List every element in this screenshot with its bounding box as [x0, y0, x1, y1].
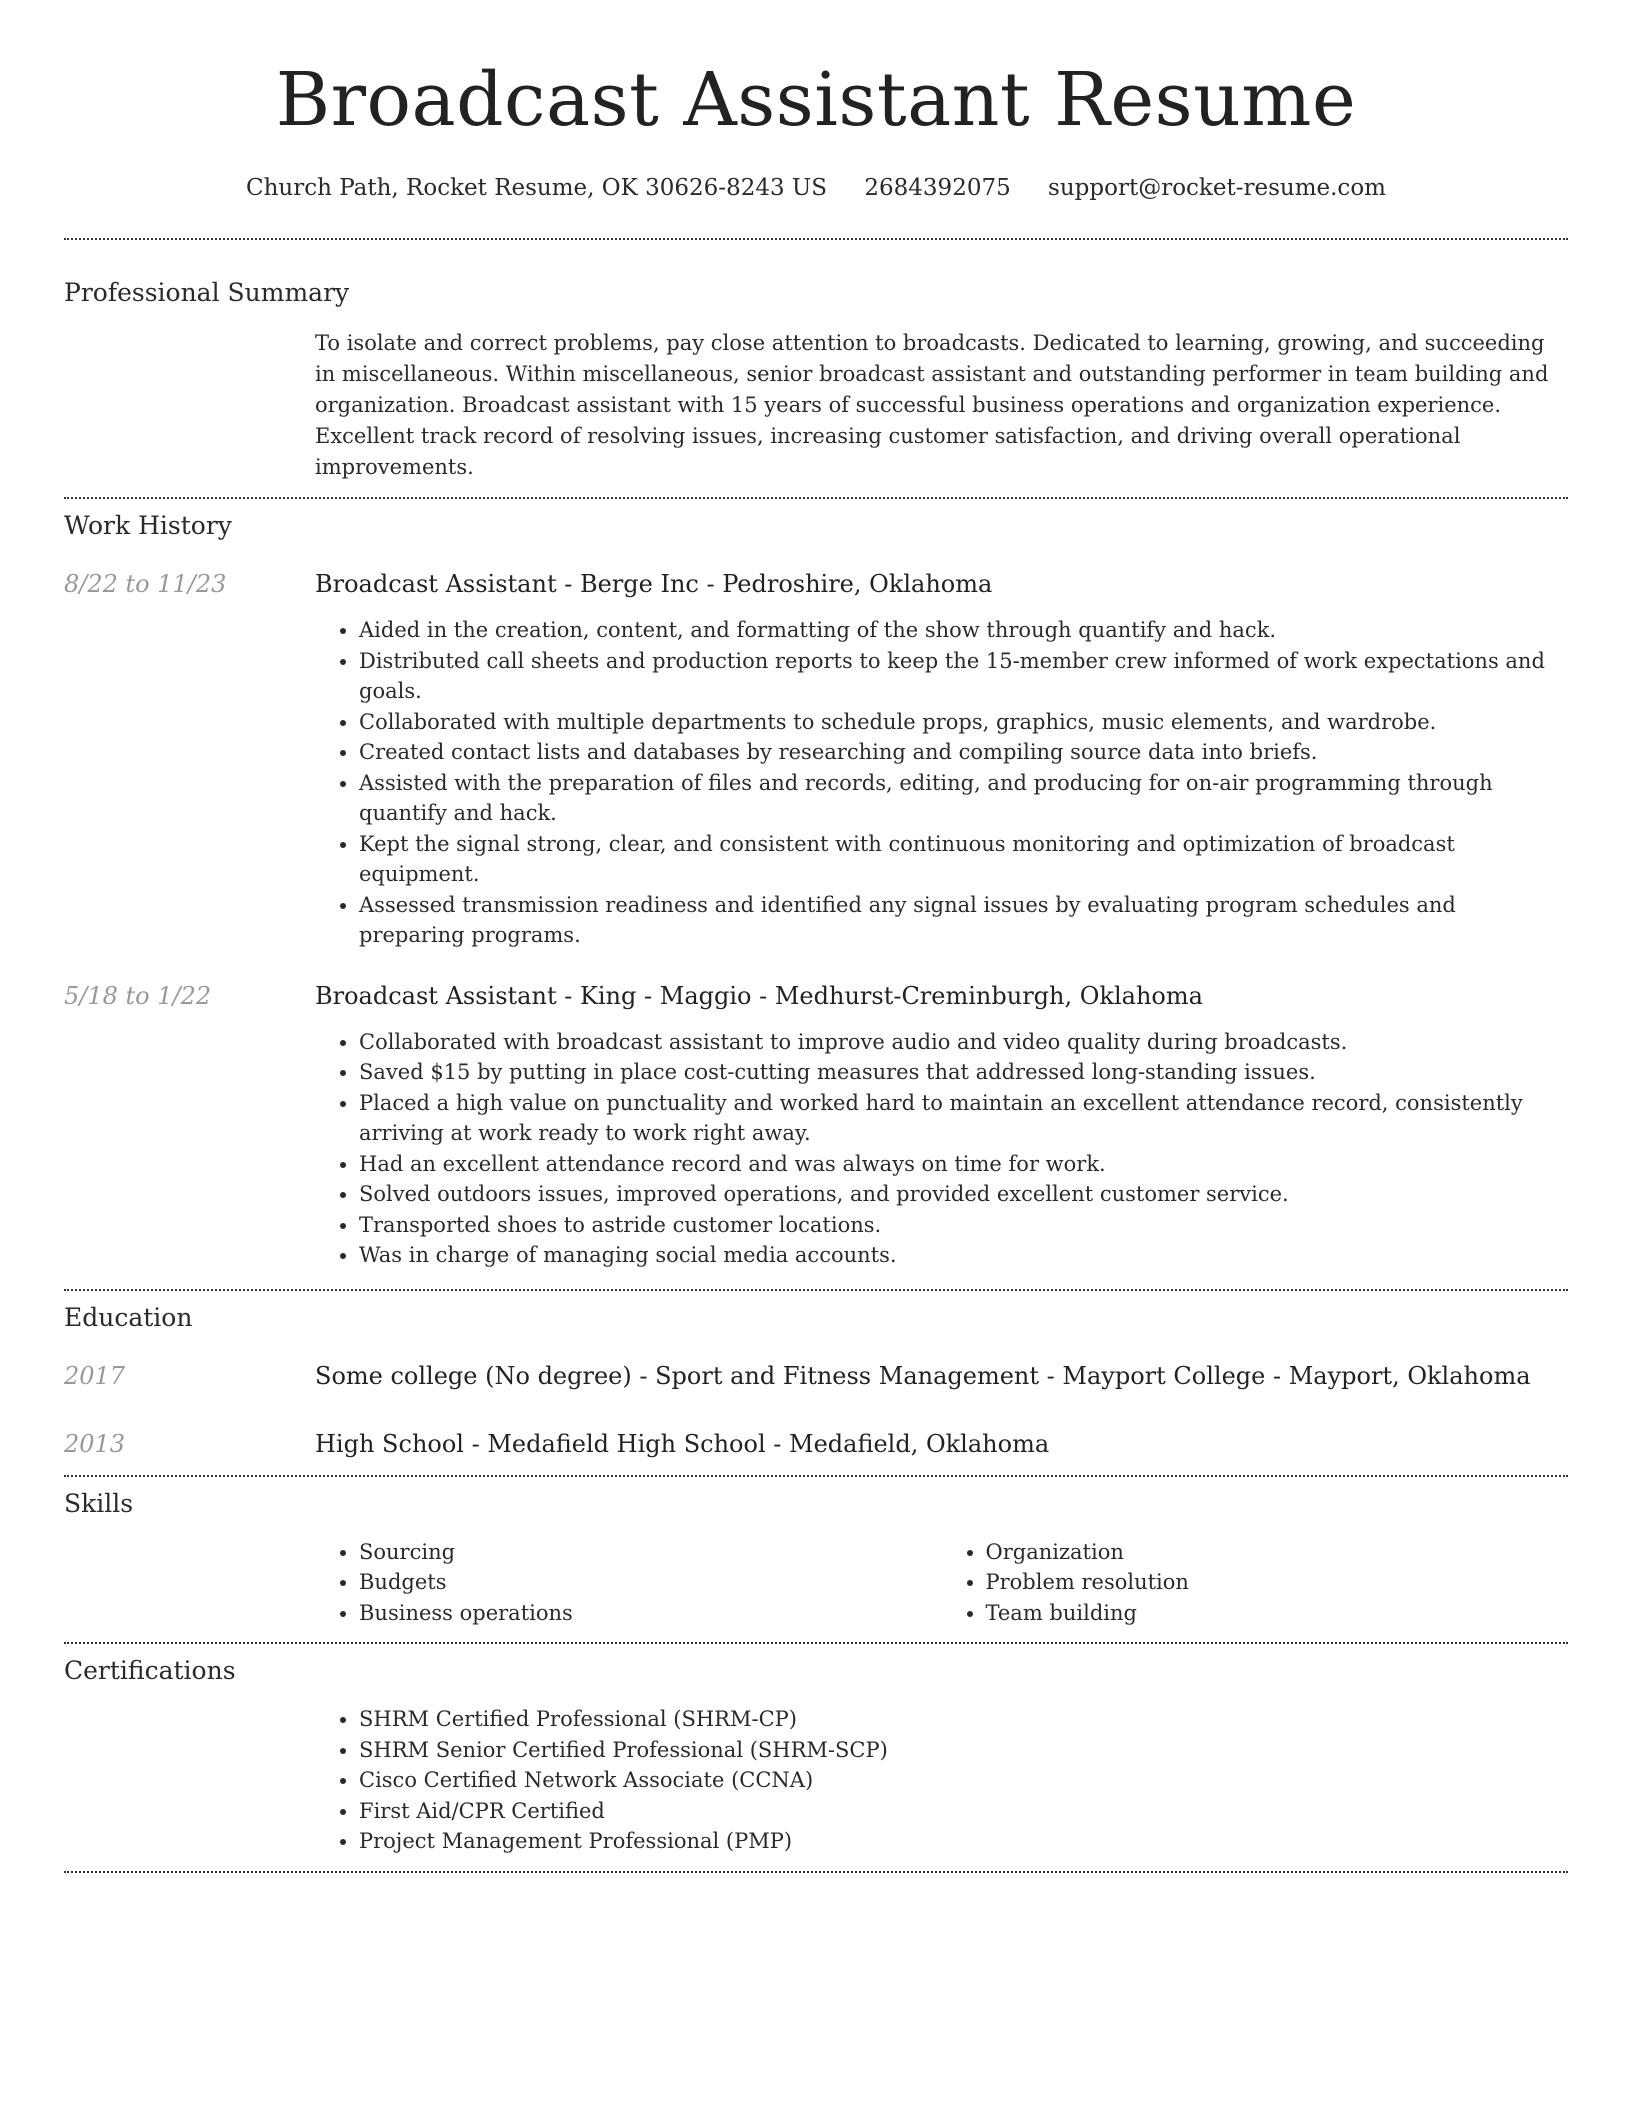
section-title-certifications: Certifications [64, 1656, 236, 1685]
list-item: • Created contact lists and databases by researching and compiling source data into briefs. [359, 737, 1568, 768]
list-item: • Was in charge of managing social media accounts. [359, 1240, 1568, 1271]
section-title-work-history: Work History [64, 511, 232, 540]
list-item: • Assisted with the preparation of files and records, editing, and producing for on-air programming through quantify and hack. [359, 768, 1568, 829]
list-item: • SHRM Senior Certified Professional (SHRM-SCP) [359, 1735, 1568, 1766]
list-item: • Collaborated with broadcast assistant to improve audio and video quality during broadcasts. [359, 1027, 1568, 1058]
contact-phone: 2684392075 [864, 175, 1011, 201]
list-item: • First Aid/CPR Certified [359, 1796, 1568, 1827]
education-degree: High School [315, 1429, 464, 1458]
list-item: • Project Management Professional (PMP) [359, 1826, 1568, 1857]
education-year: 2017 [64, 1361, 126, 1390]
education-school: - Mayport College - Mayport, Oklahoma [1039, 1361, 1531, 1390]
list-item: • Sourcing [359, 1537, 942, 1568]
list-item: • Budgets [359, 1567, 942, 1598]
summary-text: To isolate and correct problems, pay close attention to broadcasts. Dedicated to learning, growing, and succeeding in miscellaneous. Within miscellaneous, senior broadcast assistant and outstanding performer in team building and organization. Broadcast assistant with 15 years of successful business operations and organization experience. Excellent track record of resolving issues, increasing customer satisfaction, and driving overall operational improvements. [315, 331, 1549, 479]
summary-section [64, 240, 1568, 483]
list-item: • SHRM Certified Professional (SHRM-CP) [359, 1704, 1568, 1735]
section-title-skills: Skills [64, 1488, 134, 1518]
certifications-list [315, 1704, 1568, 1857]
skills-list-left [315, 1537, 942, 1629]
resume-header [64, 0, 1568, 204]
skills-section [64, 1477, 1568, 1629]
job-heading: Broadcast Assistant - Berge Inc - Pedroshire, Oklahoma [315, 570, 993, 598]
section-title-education: Education [64, 1302, 193, 1332]
skills-list-right [942, 1537, 1569, 1629]
list-item: • Transported shoes to astride customer locations. [359, 1210, 1568, 1241]
education-entry [64, 1427, 1568, 1461]
list-item: • Solved outdoors issues, improved operations, and provided excellent customer service. [359, 1179, 1568, 1210]
education-section [64, 1291, 1568, 1461]
job-entry [64, 979, 1568, 1271]
list-item: • Kept the signal strong, clear, and consistent with continuous monitoring and optimization of broadcast equipment. [359, 829, 1568, 890]
job-heading: Broadcast Assistant - King - Maggio - Medhurst-Creminburgh, Oklahoma [315, 981, 1203, 1010]
job-bullets [315, 615, 1568, 951]
list-item: • Collaborated with multiple departments to schedule props, graphics, music elements, and wardrobe. [359, 707, 1568, 738]
list-item: • Problem resolution [986, 1567, 1569, 1598]
list-item: • Assessed transmission readiness and identified any signal issues by evaluating program schedules and preparing programs. [359, 890, 1568, 951]
list-item: • Organization [986, 1537, 1569, 1568]
list-item: • Placed a high value on punctuality and worked hard to maintain an excellent attendance record, consistently arriving at work ready to work right away. [359, 1088, 1568, 1149]
divider [64, 1871, 1568, 1873]
list-item: • Saved $15 by putting in place cost-cutting measures that addressed long-standing issues. [359, 1057, 1568, 1088]
section-title-summary: Professional Summary [64, 278, 350, 307]
list-item: • Cisco Certified Network Associate (CCNA) [359, 1765, 1568, 1796]
education-school: - Medafield High School - Medafield, Oklahoma [463, 1429, 1050, 1458]
list-item: • Distributed call sheets and production reports to keep the 15-member crew informed of work expectations and goals. [359, 646, 1568, 707]
list-item: • Had an excellent attendance record and was always on time for work. [359, 1149, 1568, 1180]
contact-line [64, 172, 1568, 204]
education-entry [64, 1359, 1568, 1393]
work-history-section [64, 499, 1568, 1271]
list-item: • Aided in the creation, content, and formatting of the show through quantify and hack. [359, 615, 1568, 646]
contact-email: support@rocket-resume.com [1048, 175, 1386, 201]
education-degree: Some college (No degree) - Sport and Fitness Management [315, 1361, 1040, 1390]
certifications-section [64, 1644, 1568, 1857]
education-year: 2013 [64, 1429, 126, 1458]
job-entry [64, 567, 1568, 951]
job-dates: 5/18 to 1/22 [64, 981, 212, 1010]
job-dates: 8/22 to 11/23 [64, 570, 227, 598]
contact-address: Church Path, Rocket Resume, OK 30626-8243 US [246, 175, 828, 201]
resume-title: Broadcast Assistant Resume [275, 57, 1357, 143]
job-bullets [315, 1027, 1568, 1271]
list-item: • Business operations [359, 1598, 942, 1629]
list-item: • Team building [986, 1598, 1569, 1629]
